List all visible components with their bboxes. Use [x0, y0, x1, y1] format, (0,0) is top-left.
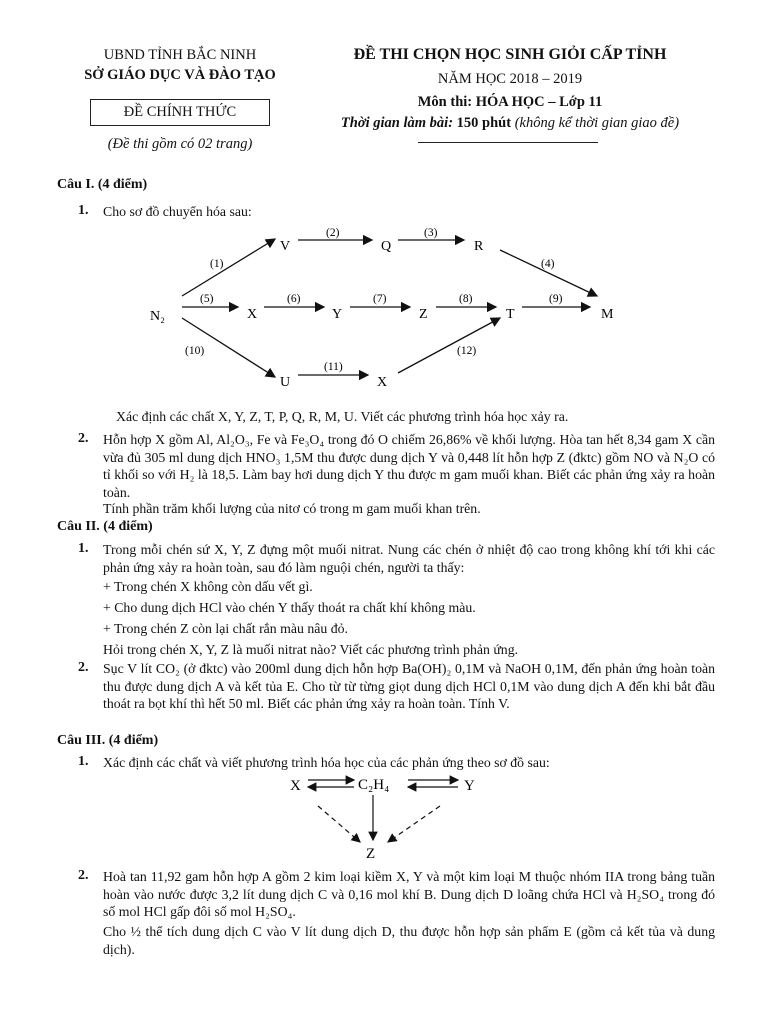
- label-10: (10): [185, 345, 205, 357]
- department-name: SỞ GIÁO DỤC VÀ ĐÀO TẠO: [84, 67, 276, 83]
- label-8: (8): [459, 293, 473, 305]
- q1-item2-number: 2.: [78, 431, 89, 446]
- question-2-heading: Câu II. (4 điểm): [57, 519, 153, 534]
- label-3: (3): [424, 227, 438, 239]
- time-note: (không kể thời gian giao đề): [514, 115, 680, 131]
- time-line: [300, 115, 720, 132]
- q2-item1-number: 1.: [78, 541, 89, 556]
- q3-item2-text: Hoà tan 11,92 gam hỗn hợp A gồm 2 kim loại kiềm X, Y và một kim loại M thuộc nhóm IIA trong bảng tuần hoàn vào nước được 3,2 lít dung dịch C và 0,16 mol khí B. Dung dịch D loãng chứa HCl và H₂SO₄ trong đó số mol HCl gấp đôi số mol H₂SO₄.: [103, 869, 715, 919]
- ethylene-diagram: [280, 770, 490, 865]
- school-year: NĂM HỌC 2018 – 2019: [437, 71, 583, 87]
- q1-item2-after: Tính phần trăm khối lượng của nitơ có trong m gam muối khan trên.: [103, 501, 481, 516]
- q3-item1-number: 1.: [78, 754, 89, 769]
- node-u: U: [280, 375, 291, 390]
- official-badge: ĐỀ CHÍNH THỨC: [90, 99, 270, 126]
- label-5: (5): [200, 293, 214, 305]
- label-7: (7): [373, 293, 387, 305]
- q2-item1-after: Hỏi trong chén X, Y, Z là muối nitrat nào? Viết các phương trình phản ứng.: [103, 642, 519, 657]
- q1-item1-text: Cho sơ đồ chuyển hóa sau:: [103, 204, 252, 219]
- label-9: (9): [549, 293, 563, 305]
- node-x2: X: [377, 375, 388, 390]
- node-z: Z: [419, 307, 428, 322]
- node-v: V: [280, 239, 291, 254]
- q2-bullet-3: + Trong chén Z còn lại chất rắn màu nâu đỏ.: [103, 621, 348, 636]
- node-y: Y: [332, 307, 343, 322]
- node-z: Z: [366, 846, 376, 862]
- label-12: (12): [457, 345, 477, 357]
- exam-title: ĐỀ THI CHỌN HỌC SINH GIỎI CẤP TỈNH: [353, 46, 667, 63]
- q2-item2-number: 2.: [78, 660, 89, 675]
- q1-item1-after: Xác định các chất X, Y, Z, T, P, Q, R, M, U. Viết các phương trình hóa học xảy ra.: [116, 409, 569, 424]
- label-2: (2): [326, 227, 340, 239]
- q2-item1-text: Trong mỗi chén sứ X, Y, Z đựng một muối nitrat. Nung các chén ở nhiệt độ cao trong không khí tới khi các phản ứng xảy ra hoàn toàn, sau đó làm nguội chén, người ta thấy:: [103, 542, 715, 575]
- time-value: 150 phút: [456, 115, 512, 131]
- arrow-4: [500, 250, 597, 296]
- label-6: (6): [287, 293, 301, 305]
- q1-item1-number: 1.: [78, 203, 89, 218]
- q1-item2-text: Hỗn hợp X gồm Al, Al₂O₃, Fe và Fe₃O₄ trong đó O chiếm 26,86% về khối lượng. Hòa tan hết 8,34 gam X cần vừa đủ 305 ml dung dịch HNO₃ 1,5M thu được dung dịch Y và 0,448 lít hỗn hợp Z (đktc) gồm NO và N₂O có tỉ khối so với H₂ là 18,5. Làm bay hơi dung dịch Y thu được m gam muối khan. Biết các phản ứng xảy ra hoàn toàn.: [103, 432, 715, 500]
- q3-item2-number: 2.: [78, 868, 89, 883]
- q2-bullet-1: + Trong chén X không còn dấu vết gì.: [103, 579, 313, 594]
- pages-note: (Đề thi gồm có 02 trang): [107, 136, 253, 152]
- label-1: (1): [210, 258, 224, 270]
- arrow-12: [398, 318, 500, 373]
- node-n2: N₂: [150, 309, 165, 324]
- conversion-diagram: [130, 222, 650, 397]
- node-t: T: [506, 307, 515, 322]
- node-m: M: [601, 307, 614, 322]
- question-3-heading: Câu III. (4 điểm): [57, 733, 159, 748]
- node-x: X: [290, 778, 301, 794]
- label-11: (11): [324, 361, 343, 373]
- node-x: X: [247, 307, 258, 322]
- subject-line: Môn thi: HÓA HỌC – Lớp 11: [417, 94, 603, 110]
- question-1-heading: Câu I. (4 điểm): [57, 177, 148, 192]
- arrow-1: [182, 239, 275, 296]
- node-q: Q: [381, 239, 392, 254]
- q3-item1-text: Xác định các chất và viết phương trình hóa học của các phản ứng theo sơ đồ sau:: [103, 755, 550, 770]
- node-c2h4: C₂H₄: [358, 777, 390, 793]
- arrow-y-to-z: [388, 806, 440, 842]
- authority-name: UBND TỈNH BẮC NINH: [103, 47, 257, 63]
- time-label: Thời gian làm bài:: [340, 115, 454, 131]
- node-r: R: [474, 239, 484, 254]
- header-rule: [418, 142, 598, 143]
- node-y: Y: [464, 778, 475, 794]
- q2-item2-text: Sục V lít CO₂ (ở đktc) vào 200ml dung dịch hỗn hợp Ba(OH)₂ 0,1M và NaOH 0,1M, đến phản ứng hoàn toàn thu được dung dịch A và kết tủa E. Cho từ từ từng giọt dung dịch HCl 0,1M vào dung dịch A đến khi bắt đầu thoát ra bọt khí thì hết 50 ml. Biết các phản ứng xảy ra hoàn toàn. Tính V.: [103, 661, 715, 711]
- q2-bullet-2: + Cho dung dịch HCl vào chén Y thấy thoát ra chất khí không màu.: [103, 600, 476, 615]
- arrow-x-to-z: [318, 806, 360, 842]
- label-4: (4): [541, 258, 555, 270]
- q3-item2-after: Cho ½ thể tích dung dịch C vào V lít dung dịch D, thu được hỗn hợp sản phẩm E (gồm cả kết tủa và dung dịch).: [103, 924, 715, 957]
